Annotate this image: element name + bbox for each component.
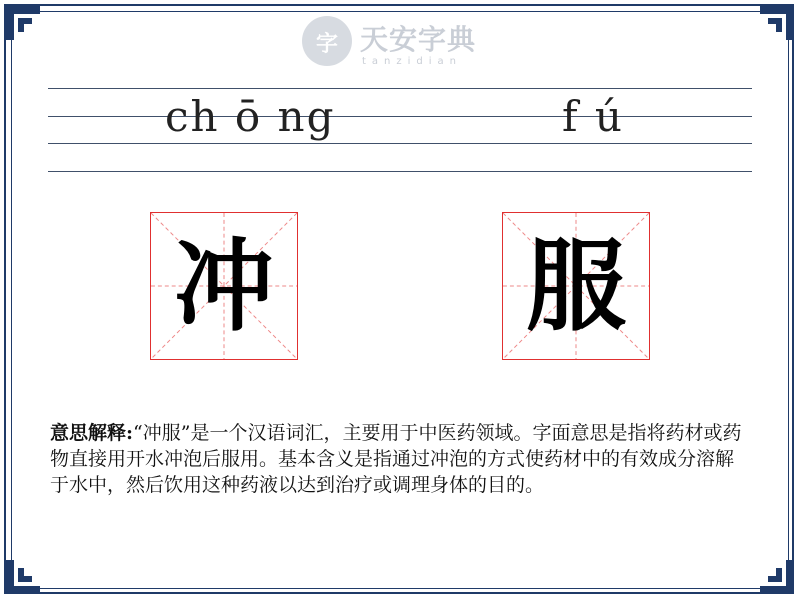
character-1: 冲 [174,227,274,345]
corner-ornament-bottom-right [756,556,798,598]
corner-ornament-bottom-left [2,556,44,598]
logo-emblem-text: 字 [315,31,338,57]
character-grid-2 [502,212,650,360]
logo-title: 天安字典 [360,23,477,56]
logo-subtitle: tanzidian [362,56,463,67]
explanation-label: 意思解释: [50,422,134,444]
explanation-text: “冲服”是一个汉语词汇，主要用于中医药领域。字面意思是指将药材或药物直接用开水冲泡后服用。基本含义是指通过冲泡的方式使药材中的有效成分溶解于水中，然后饮用这种药液以达到治疗或调理身体的目的。 [50,422,742,496]
corner-ornament-top-right [756,2,798,44]
pinyin-word-2: f ú [562,92,624,141]
logo-emblem [302,16,352,66]
corner-ornament-top-left [2,2,44,44]
meaning-explanation [50,420,750,498]
character-grid-1 [150,212,298,360]
pinyin-word-1: ch ō ng [165,92,336,141]
character-2: 服 [526,227,626,345]
pinyin-ruled-lines [48,88,752,173]
site-logo [302,14,502,70]
